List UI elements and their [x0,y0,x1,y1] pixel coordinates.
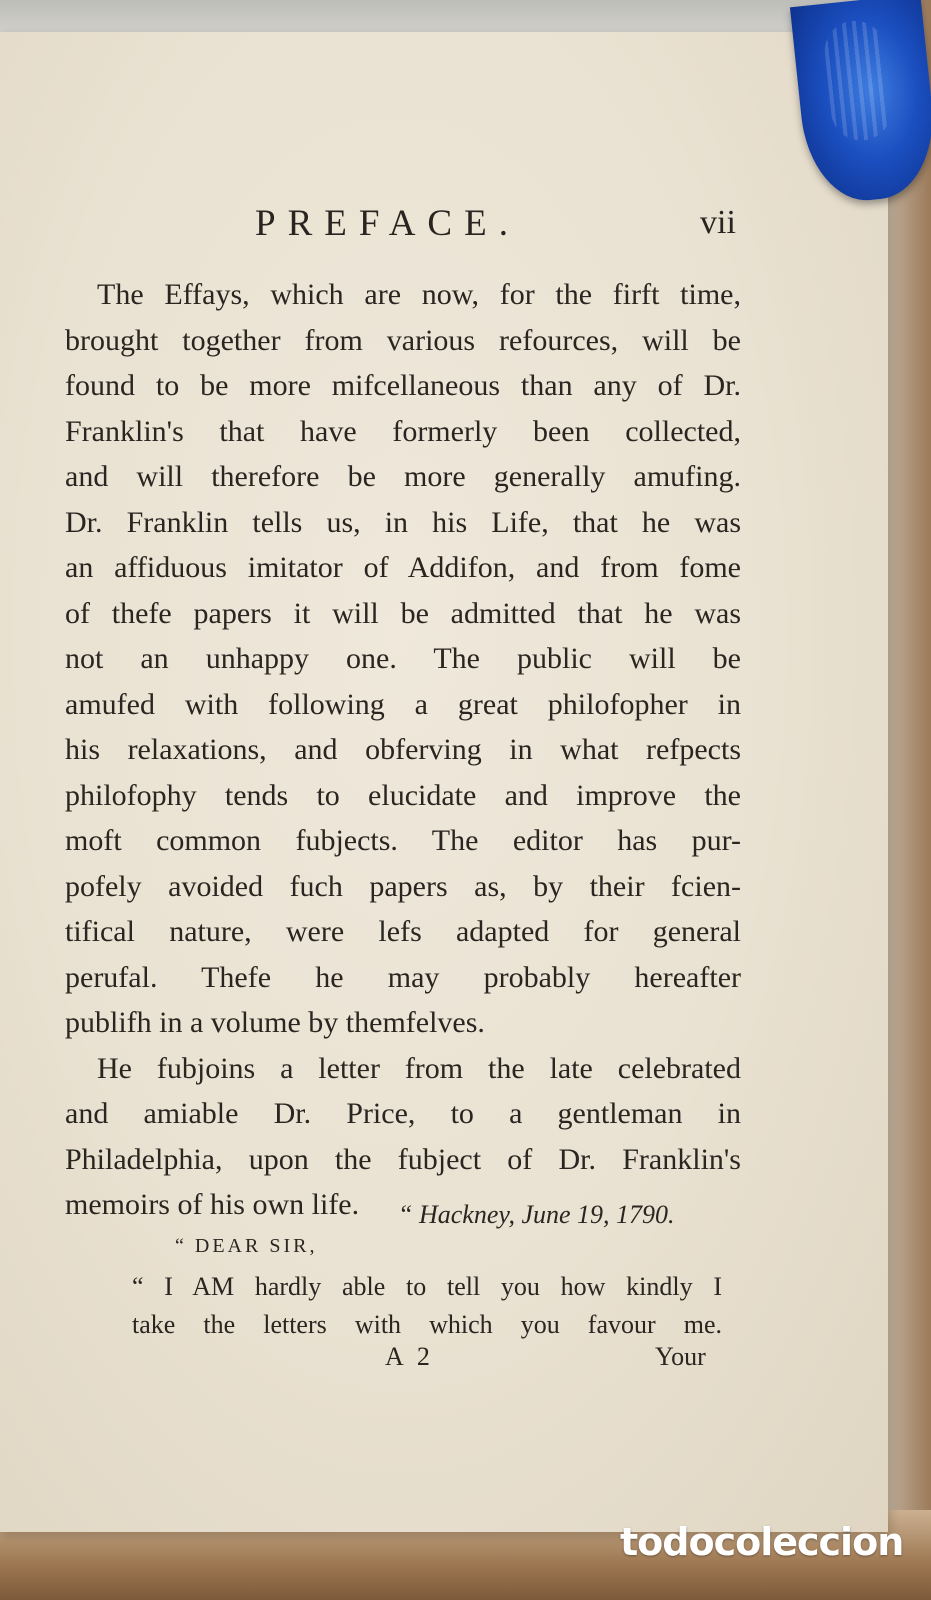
book-page [0,32,888,1532]
catchword: Your [655,1342,706,1371]
text-line: not an unhappy one. The public will be [65,642,741,675]
header-title: PREFACE. [255,203,520,244]
text-line: amufed with following a great philofopher in [65,687,741,721]
text-line: Franklin's that have formerly been collected, [65,414,741,448]
text-line: of thefe papers it will be admitted that he was [65,596,741,630]
text-line: pofely avoided fuch papers as, by their fcien- [65,869,741,903]
text-line: Philadelphia, upon the fubject of Dr. Franklin's [65,1142,741,1176]
text-line: Dr. Franklin tells us, in his Life, that he was [65,505,741,539]
text-line: philofophy tends to elucidate and improve the [65,778,741,812]
text-line: memoirs of his own life. [65,1188,360,1221]
running-header [0,202,888,252]
text-line: an affiduous imitator of Addifon, and from fome [65,551,741,584]
letter-line: “ I AM hardly able to tell you how kindly I [132,1272,722,1301]
text-line: publifh in a volume by themfelves. [65,1006,485,1039]
letter-dateline: “ Hackney, June 19, 1790. [398,1200,675,1229]
letter-body [132,1268,722,1344]
signature-mark: A 2 [385,1342,434,1371]
preface-body [65,272,741,1228]
text-line: found to be more mifcellaneous than any of Dr. [65,369,741,402]
page-number: vii [700,204,736,241]
letter-salutation: “ DEAR SIR, [175,1235,318,1257]
page-footer [0,1342,888,1382]
text-line: moft common fubjects. The editor has pur- [65,824,741,857]
letter-line: take the letters with which you favour me. [132,1310,722,1339]
text-line: his relaxations, and obferving in what refpects [65,733,741,766]
text-line: perufal. Thefe he may probably hereafter [65,960,741,994]
text-line: and will therefore be more generally amufing. [65,460,741,493]
watermark-logo: todocoleccion [620,1520,904,1564]
text-line: The Effays, which are now, for the firft time, [97,278,741,311]
text-line: and amiable Dr. Price, to a gentleman in [65,1097,741,1130]
text-line: brought together from various refources, will be [65,323,741,357]
text-line: He fubjoins a letter from the late celebrated [97,1051,741,1085]
text-line: tifical nature, were lefs adapted for general [65,915,741,948]
